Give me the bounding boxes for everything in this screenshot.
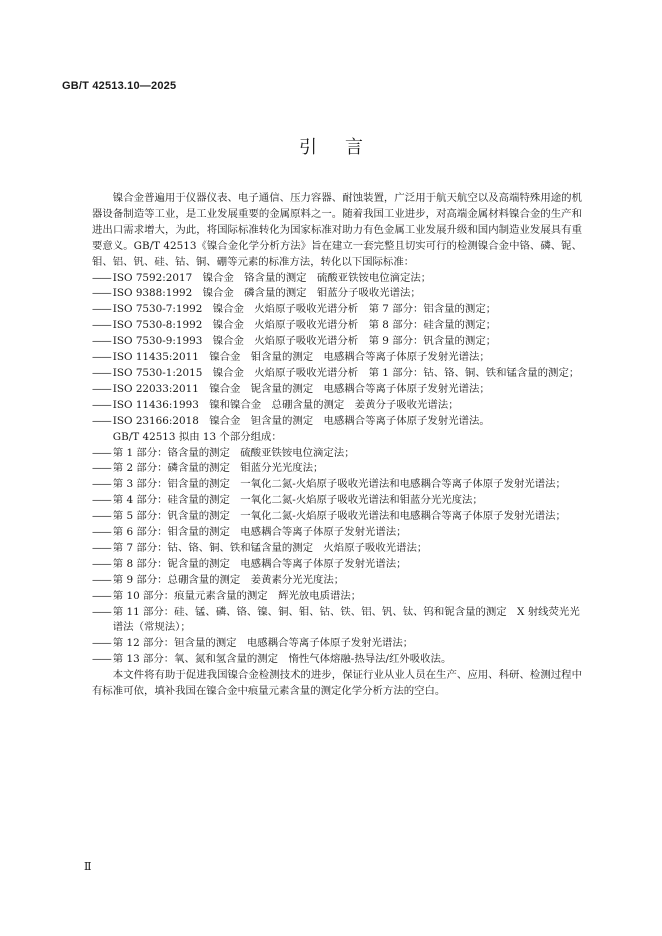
page-number: Ⅱ bbox=[84, 860, 92, 873]
list-item: —— 第 8 部分：铌含量的测定 电感耦合等离子体原子发射光谱法； bbox=[92, 557, 582, 573]
list-item: —— ISO 23166:2018 镍合金 钽含量的测定 电感耦合等离子体原子发射光谱法。 bbox=[92, 414, 582, 430]
parts-intro: GB/T 42513 拟由 13 个部分组成： bbox=[112, 430, 282, 443]
list-item: —— ISO 7530-1:2015 镍合金 火焰原子吸收光谱分析 第 1 部分：钴、铬、铜、铁和锰含量的测定； bbox=[92, 366, 582, 382]
closing-paragraph: 本文件将有助于促进我国镍合金检测技术的进步，保证行业从业人员在生产、应用、科研、检测过程中有标准可依，填补我国在镍合金中痕量元素含量的测定化学分析方法的空白。 bbox=[92, 669, 582, 698]
list-item: —— 第 3 部分：铝含量的测定 一氧化二氮-火焰原子吸收光谱法和电感耦合等离子体原子发射光谱法； bbox=[92, 477, 582, 493]
list-item: —— 第 6 部分：钼含量的测定 电感耦合等离子体原子发射光谱法； bbox=[92, 525, 582, 541]
list-item: —— ISO 11435:2011 镍合金 钼含量的测定 电感耦合等离子体原子发射光谱法； bbox=[92, 350, 582, 366]
list-item: —— ISO 11436:1993 镍和镍合金 总硼含量的测定 姜黄分子吸收光谱法； bbox=[92, 398, 582, 414]
list-item: —— 第 11 部分：硅、锰、磷、铬、镍、铜、钼、钴、铁、铝、钒、钛、钨和铌含量的测定 X 射线荧光光谱法（常规法）； bbox=[92, 605, 582, 637]
list-item: —— ISO 22033:2011 镍合金 铌含量的测定 电感耦合等离子体原子发射光谱法； bbox=[92, 382, 582, 398]
list-item: —— 第 4 部分：硅含量的测定 一氧化二氮-火焰原子吸收光谱法和钼蓝分光光度法； bbox=[92, 493, 582, 509]
list-item: —— ISO 7530-8:1992 镍合金 火焰原子吸收光谱分析 第 8 部分：硅含量的测定； bbox=[92, 318, 582, 334]
list-item: —— ISO 7530-9:1993 镍合金 火焰原子吸收光谱分析 第 9 部分：钒含量的测定； bbox=[92, 334, 582, 350]
list-item: —— 第 1 部分：铬含量的测定 硫酸亚铁铵电位滴定法； bbox=[92, 446, 582, 462]
list-item: —— ISO 7530-7:1992 镍合金 火焰原子吸收光谱分析 第 7 部分：铝含量的测定； bbox=[92, 302, 582, 318]
list-item: —— 第 9 部分：总硼含量的测定 姜黄素分光光度法； bbox=[92, 573, 582, 589]
intro-paragraph: 镍合金普遍用于仪器仪表、电子通信、压力容器、耐蚀装置，广泛用于航天航空以及高端特殊用途的机器设备制造等工业，是工业发展重要的金属原料之一。随着我国工业进步，对高端金属材料镍合金的生产和进出口需求增大，为此，将国际标准转化为国家标准对助力有色金属工业发展升级和国内制造业发展具有重要意义。GB/T 42513《镍合金化学分析方法》旨在建立一套完整且切实可行的检测镍合金中铬、磷、铌、钼、铝、钒、硅、钴、铜、硼等元素的标准方法，转化以下国际标准： bbox=[92, 192, 582, 268]
list-item: —— 第 10 部分：痕量元素含量的测定 辉光放电质谱法； bbox=[92, 589, 582, 605]
document-body bbox=[92, 191, 582, 700]
list-item: —— 第 2 部分：磷含量的测定 钼蓝分光光度法； bbox=[92, 461, 582, 477]
page-title: 引言 bbox=[299, 137, 391, 158]
list-item: —— 第 5 部分：钒含量的测定 一氧化二氮-火焰原子吸收光谱法和电感耦合等离子体原子发射光谱法； bbox=[92, 509, 582, 525]
list-item: —— ISO 7592:2017 镍合金 铬含量的测定 硫酸亚铁铵电位滴定法； bbox=[92, 271, 582, 287]
parts-list bbox=[92, 446, 582, 669]
iso-standard-list bbox=[92, 271, 582, 430]
list-item: —— ISO 9388:1992 镍合金 磷含量的测定 钼蓝分子吸收光谱法； bbox=[92, 286, 582, 302]
list-item: —— 第 12 部分：钽含量的测定 电感耦合等离子体原子发射光谱法； bbox=[92, 636, 582, 652]
list-item: —— 第 7 部分：钴、铬、铜、铁和锰含量的测定 火焰原子吸收光谱法； bbox=[92, 541, 582, 557]
standard-id: GB/T 42513.10—2025 bbox=[62, 80, 177, 92]
list-item: —— 第 13 部分：氧、氮和氢含量的测定 惰性气体熔融-热导法/红外吸收法。 bbox=[92, 652, 582, 668]
